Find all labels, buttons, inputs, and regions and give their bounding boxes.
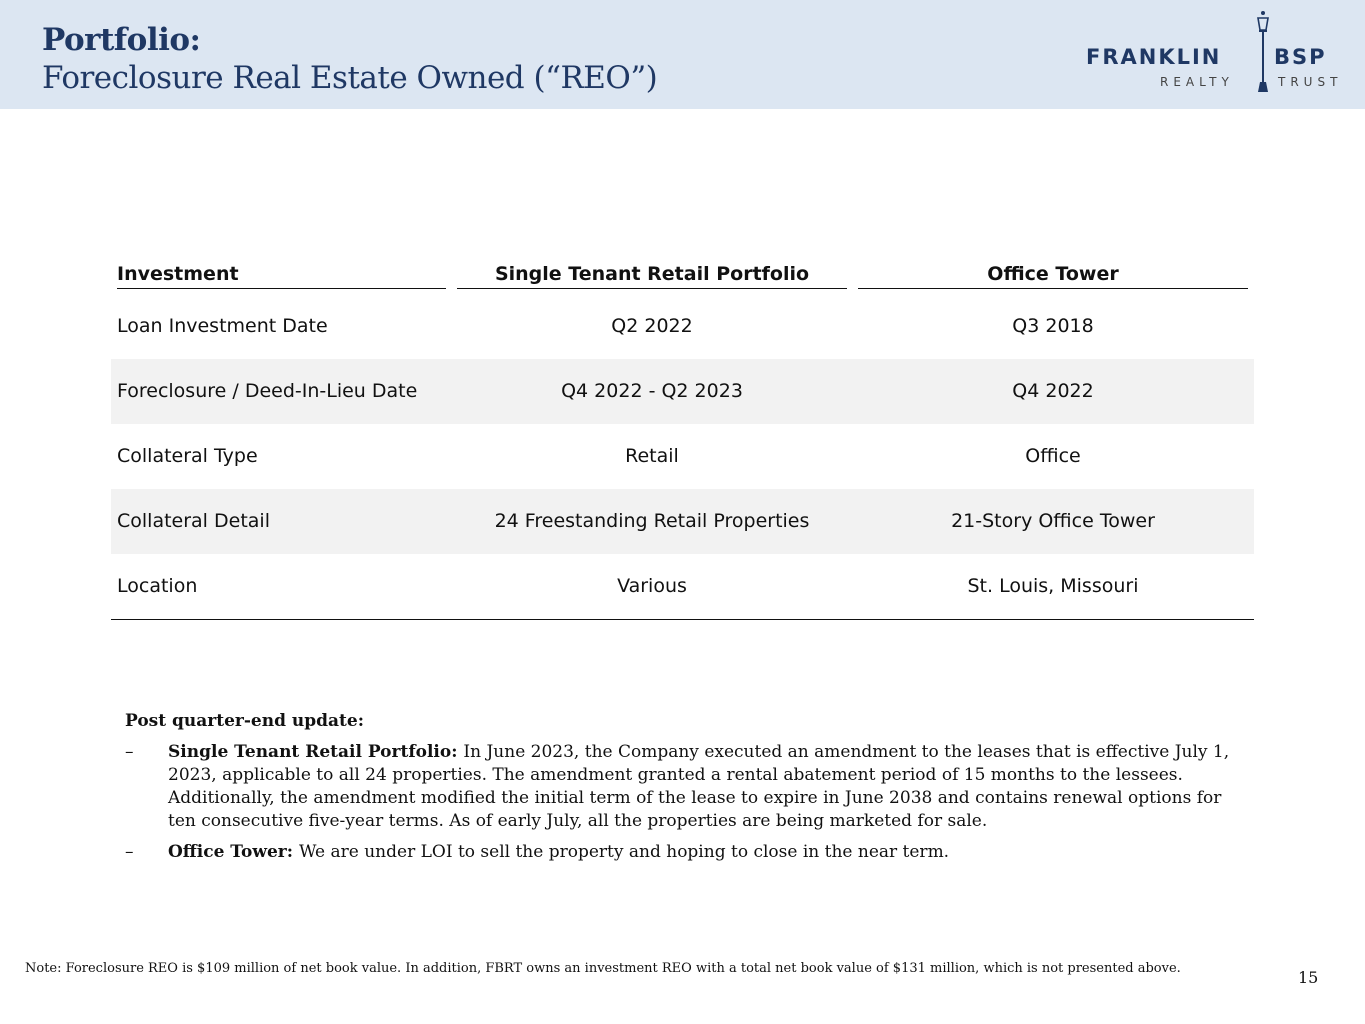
table-row [111, 294, 1254, 359]
header-band [0, 0, 1365, 109]
logo-word-left: FRANKLIN [1086, 45, 1222, 69]
office-value: St. Louis, Missouri [967, 575, 1139, 597]
bullet-dash: – [125, 842, 134, 862]
page-subtitle: Foreclosure Real Estate Owned (“REO”) [42, 60, 658, 96]
row-label: Location [117, 575, 198, 597]
logo-sub-right: TRUST [1278, 75, 1343, 89]
table-row [111, 359, 1254, 424]
row-label: Loan Investment Date [117, 315, 328, 337]
retail-value: 24 Freestanding Retail Properties [494, 510, 810, 532]
bullet-label: Office Tower: [168, 842, 299, 862]
lamppost-icon [1255, 10, 1271, 92]
row-label: Foreclosure / Deed-In-Lieu Date [117, 380, 418, 402]
bullet-label: Single Tenant Retail Portfolio: [168, 742, 464, 762]
retail-value: Various [617, 575, 687, 597]
office-value: Q4 2022 [1012, 380, 1094, 402]
row-label: Collateral Type [117, 445, 258, 467]
table-row [111, 489, 1254, 554]
franklin-bsp-logo [1082, 10, 1352, 94]
retail-value: Q2 2022 [611, 315, 693, 337]
post-quarter-update [125, 710, 1235, 872]
logo-word-right: BSP [1274, 45, 1327, 69]
bullet-dash: – [125, 742, 134, 762]
logo-sub-left: REALTY [1160, 75, 1234, 89]
footnote: Note: Foreclosure REO is $109 million of net book value. In addition, FBRT owns an investment REO with a total net book value of $131 million, which is not presented above. [25, 961, 1181, 976]
retail-value: Q4 2022 - Q2 2023 [561, 380, 743, 402]
row-label: Collateral Detail [117, 510, 270, 532]
office-value: Q3 2018 [1012, 315, 1094, 337]
bullet-text: In June 2023, the Company executed an amendment to the leases that is effective July 1, 2023, applicable to all 24 properties. The amendment granted a rental abatement period of 15 months to the lessees. Additionally, the amendment modified the initial term of the lease to expire in June 2038 and contains renewal options for ten consecutive five-year terms. As of early July, all the properties are being marketed for sale. [168, 742, 1230, 831]
col-header-office-tower: Office Tower [858, 255, 1248, 289]
update-heading: Post quarter-end update: [125, 711, 364, 731]
page-title: Portfolio: [42, 22, 201, 58]
bullet-text: We are under LOI to sell the property and hoping to close in the near term. [298, 842, 950, 862]
table-bottom-rule [111, 619, 1254, 620]
office-value: 21-Story Office Tower [951, 510, 1155, 532]
update-bullet-retail [125, 741, 1235, 833]
table-row [111, 424, 1254, 489]
retail-value: Retail [625, 445, 679, 467]
col-header-retail-portfolio: Single Tenant Retail Portfolio [457, 255, 847, 289]
table-row [111, 554, 1254, 619]
col-header-investment: Investment [117, 255, 446, 289]
page-number: 15 [1298, 968, 1319, 987]
update-bullet-office [125, 841, 1235, 864]
office-value: Office [1025, 445, 1081, 467]
